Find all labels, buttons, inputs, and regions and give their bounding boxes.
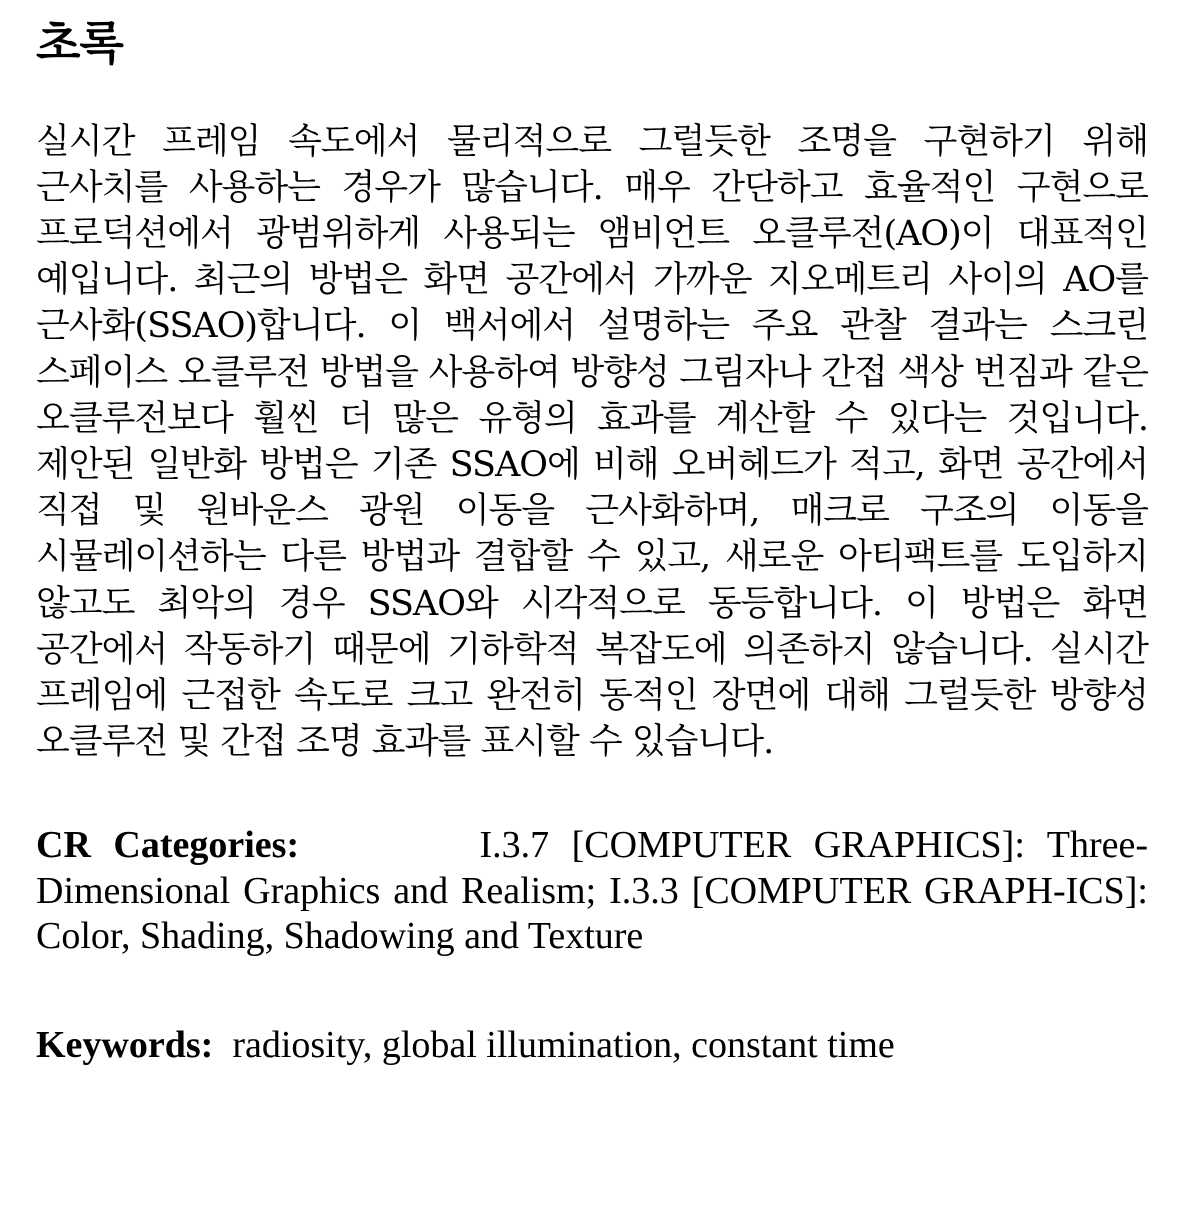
section-heading: 초록 [36,16,123,70]
cr-categories-text: I.3.7 [COMPUTER GRAPHICS]: Three-Dimensional Graphics and Realism; I.3.3 [COMPUTER GRAPH-ICS]: Color, Shading, Shadowing and Texture [36,824,1149,958]
abstract-text: 실시간 프레임 속도에서 물리적으로 그럴듯한 조명을 구현하기 위해 근사치를 사용하는 경우가 많습니다. 매우 간단하고 효율적인 구현으로 프로덕션에서 광범위하게 사용되는 앰비언트 오클루전(AO)이 대표적인 예입니다. 최근의 방법은 화면 공간에서 가까운 지오메트리 사이의 AO를 근사화(SSAO)합니다. 이 백서에서 설명하는 주요 관찰 결과는 스크린 스페이스 오클루전 방법을 사용하여 방향성 그림자나 간접 색상 번짐과 같은 오클루전보다 훨씬 더 많은 유형의 효과를 계산할 수 있다는 것입니다. 제안된 일반화 방법은 기존 SSAO에 비해 오버헤드가 적고, 화면 공간에서 직접 및 원바운스 광원 이동을 근사화하며, 매크로 구조의 이동을 시뮬레이션하는 다른 방법과 결합할 수 있고, 새로운 아티팩트를 도입하지 않고도 최악의 경우 SSAO와 시각적으로 동등합니다. 이 방법은 화면 공간에서 작동하기 때문에 기하학적 복잡도에 의존하지 않습니다. 실시간 프레임에 근접한 속도로 크고 완전히 동적인 장면에 대해 그럴듯한 방향성 오클루전 및 간접 조명 효과를 표시할 수 있습니다. [36,121,1148,763]
abstract-section [36,18,1148,1068]
keywords-label: Keywords: [36,1023,214,1066]
cr-categories-label: CR Categories: [36,824,300,867]
cr-categories [36,823,1148,960]
keywords-text: radiosity, global illumination, constant time [232,1023,895,1066]
keywords [36,1023,1148,1069]
